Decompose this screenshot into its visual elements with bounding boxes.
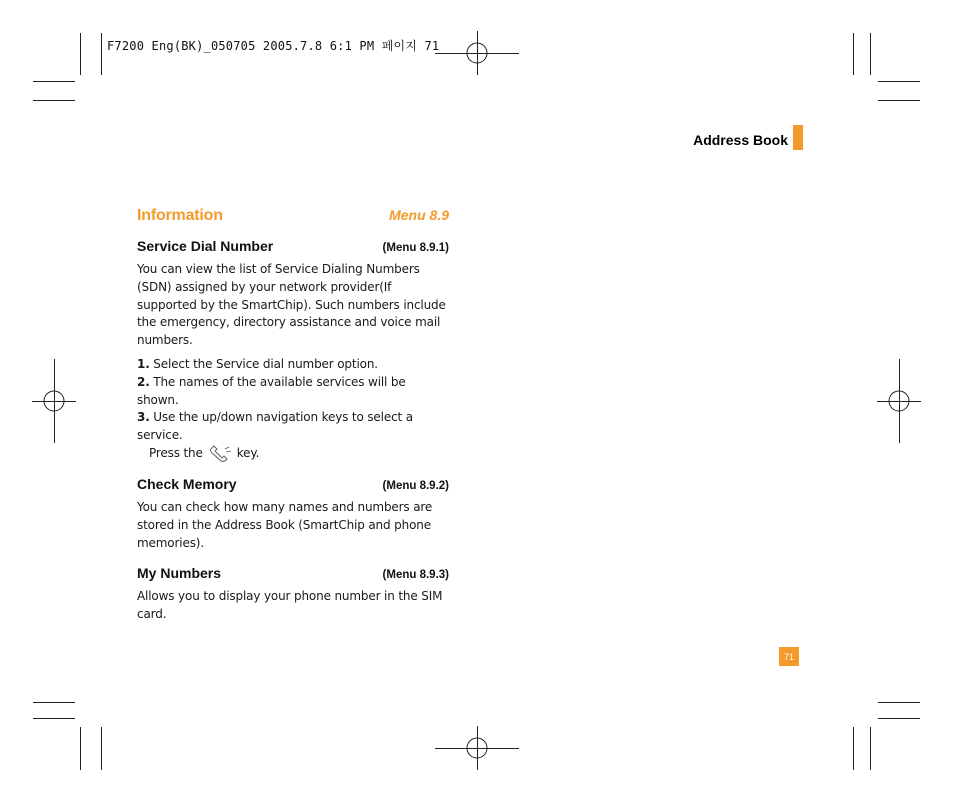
send-key-icon (206, 445, 234, 463)
service-dial-steps (137, 356, 449, 463)
step-item: 2. The names of the available services will be shown. (137, 374, 406, 407)
section-header (137, 207, 449, 231)
my-numbers-title: My Numbers (137, 565, 222, 582)
service-dial-menu-ref: (Menu 8.9.1) (382, 242, 449, 254)
step-continuation: Press the key. (137, 445, 449, 463)
print-slug-line: F7200 Eng(BK)_050705 2005.7.8 6:1 PM 페이지 71 (107, 39, 440, 53)
check-memory-header (137, 476, 449, 492)
check-memory-menu-ref: (Menu 8.9.2) (382, 479, 449, 492)
service-dial-title: Service Dial Number (137, 238, 274, 254)
step-item: 3. Use the up/down navigation keys to select a service. (137, 410, 413, 443)
check-memory-title: Check Memory (137, 475, 237, 492)
step-item: 1. Select the Service dial number option. (137, 356, 378, 371)
check-memory-description: You can check how many names and numbers are stored in the Address Book (SmartChip and phone memories). (137, 499, 433, 550)
page-number: 71 (779, 647, 799, 666)
my-numbers-header (137, 565, 449, 581)
header-accent-tab (793, 125, 803, 150)
section-title: Information (137, 207, 223, 224)
page-content (137, 207, 449, 624)
service-dial-header (137, 238, 449, 254)
my-numbers-description: Allows you to display your phone number in the SIM card. (137, 589, 443, 622)
running-header-title: Address Book (693, 132, 788, 148)
service-dial-description: You can view the list of Service Dialing Numbers (SDN) assigned by your network provider(If supported by the SmartChip). Such numbers include the emergency, directory assistance and voice mail numbers. (137, 262, 446, 348)
my-numbers-menu-ref: (Menu 8.9.3) (382, 569, 449, 582)
section-menu-ref: Menu 8.9 (389, 207, 449, 223)
